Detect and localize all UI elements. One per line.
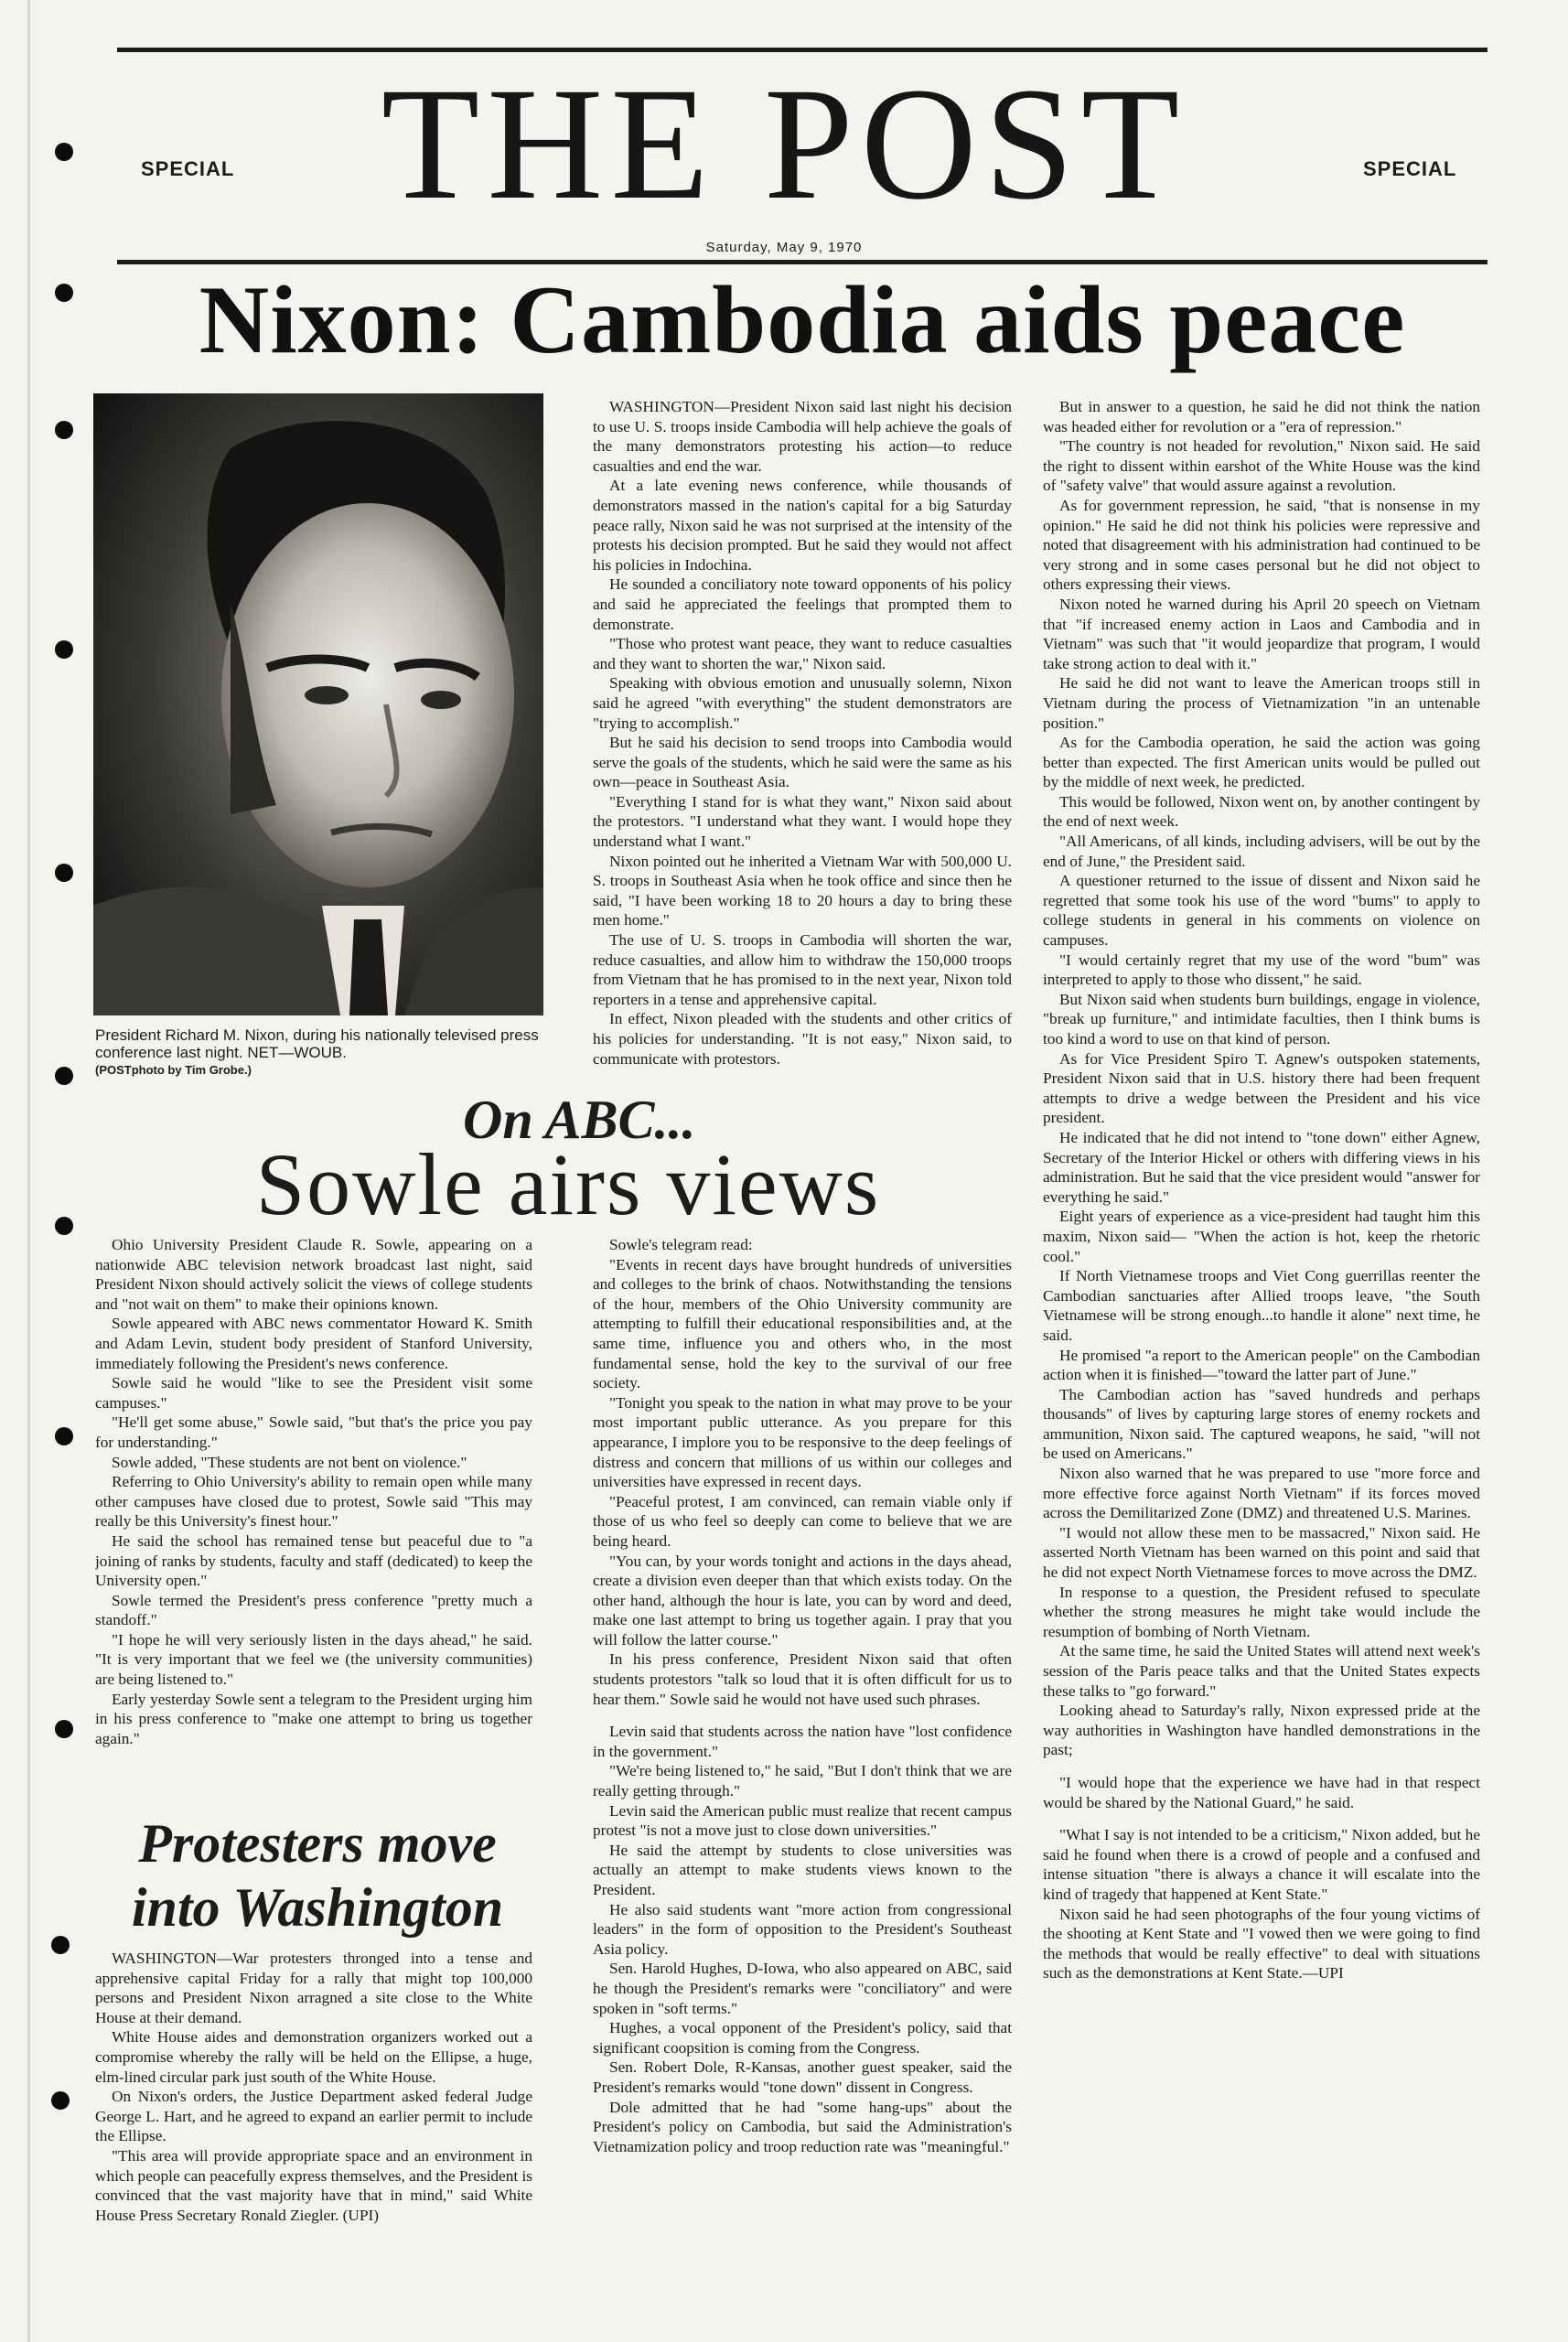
- paragraph: Sen. Robert Dole, R-Kansas, another guest speaker, said the President's remarks would "tone down" dissent in Congress.: [593, 2058, 1012, 2096]
- binder-hole: [55, 1427, 73, 1445]
- paragraph: Eight years of experience as a vice-president had taught him this maxim, Nixon said— "When the action is hot, keep the rhetoric cool.": [1043, 1208, 1480, 1265]
- lead-story-column-middle: [593, 397, 1012, 1085]
- paragraph: Sowle's telegram read:: [609, 1236, 753, 1253]
- paragraph: "I would not allow these men to be massacred," Nixon said. He asserted North Vietnam has been warned on this point and said that he did not expect North Vietnamese forces to move across the DMZ.: [1043, 1523, 1480, 1582]
- paragraph: "I would hope that the experience we have had in that respect would be shared by the National Guard," he said.: [1043, 1773, 1480, 1811]
- paragraph: Ohio University President Claude R. Sowle, appearing on a nationwide ABC television network broadcast last night, said President Nixon should actively solicit the views of college students and "not wait on them" to make their opinions known.: [95, 1236, 532, 1313]
- binder-hole: [55, 640, 73, 659]
- masthead-title: THE POST: [381, 55, 1187, 233]
- sowle-kicker: On ABC...: [463, 1090, 696, 1150]
- paragraph: He promised "a report to the American people" on the Cambodian action when it is finished—"toward the latter part of June.": [1043, 1346, 1480, 1384]
- paragraph: Sen. Harold Hughes, D-Iowa, who also appeared on ABC, said he though the President's remarks were "conciliatory" and were spoken in "soft terms.": [593, 1960, 1012, 2017]
- paragraph: "You can, by your words tonight and actions in the days ahead, create a division even deeper than that which exists today. On the other hand, although the hour is late, you can by word and deed, make one last attempt to bring us together again. I pray that you will follow the latter course.": [593, 1552, 1012, 1649]
- paragraph: Nixon said he had seen photographs of the four young victims of the shooting at Kent State and "I vowed then we were going to find the methods that would be really effective" to deal with situations such as the demonstrations at Kent State.—UPI: [1043, 1905, 1480, 1982]
- binder-hole: [51, 1936, 70, 1954]
- photo-caption: [95, 1026, 542, 1079]
- binder-hole: [55, 1720, 73, 1738]
- binder-hole: [55, 284, 73, 302]
- paragraph: Sowle said he would "like to see the President visit some campuses.": [95, 1374, 532, 1412]
- paragraph: As for Vice President Spiro T. Agnew's outspoken statements, President Nixon said that in U.S. history there had been frequent attempts to drive a wedge between the President and his vice president.: [1043, 1049, 1480, 1127]
- issue-date: Saturday, May 9, 1970: [705, 240, 863, 255]
- paragraph: He said he did not want to leave the American troops still in Vietnam during the process of Vietnamization "in an untenable position.": [1043, 674, 1480, 732]
- special-label-left: SPECIAL: [141, 157, 235, 180]
- protest-story-column: [95, 1949, 532, 2269]
- paragraph: Looking ahead to Saturday's rally, Nixon expressed pride at the way authorities in Washington have handled demonstrations in the past;: [1043, 1702, 1480, 1759]
- paragraph: "Events in recent days have brought hundreds of universities and colleges to the brink of chaos. Notwithstanding the tensions of the hour, members of the Ohio University community are attempting to fulfill their educational responsibilities and, at the same time, influence you and others who, in the most fundamental sense, hold the key to the survival of our free society.: [593, 1255, 1012, 1392]
- paragraph: The use of U. S. troops in Cambodia will shorten the war, reduce casualties, and allow him to withdraw the 150,000 troops from Vietnam that he has promised to in the next year, Nixon told reporters in a tense and apprehensive capital.: [593, 931, 1012, 1008]
- paragraph: "Those who protest want peace, they want to reduce casualties and they want to shorten the war," Nixon said.: [593, 635, 1012, 672]
- paragraph: Nixon also warned that he was prepared to use "more force and more effective force against North Vietnam" if its forces moved across the Demilitarized Zone (DMZ) and threatened U.S. Marines.: [1043, 1465, 1480, 1522]
- page-edge-shadow: [27, 0, 30, 2342]
- masthead-bottom-rule: [117, 260, 1487, 264]
- paragraph: Sowle added, "These students are not bent on violence.": [112, 1453, 467, 1471]
- paragraph: But he said his decision to send troops into Cambodia would serve the goals of the students, which he said were the same as his own—peace in Southeast Asia.: [593, 734, 1012, 791]
- paragraph: Nixon pointed out he inherited a Vietnam War with 500,000 U. S. troops in Southeast Asia when he took office and since then he said, "I have been working 18 to 20 hours a day to bring these men home.": [593, 852, 1012, 929]
- paragraph: In response to a question, the President refused to speculate whether the strong measures he might take would include the resumption of bombing of North Vietnam.: [1043, 1583, 1480, 1640]
- paragraph: "I would certainly regret that my use of the word "bum" was interpreted to apply to those who dissent," he said.: [1043, 951, 1480, 989]
- paragraph: He indicated that he did not intend to "tone down" either Agnew, Secretary of the Interior Hickel or others with differing views in his administration. But he said that the vice president would "answer for everything he said.": [1043, 1128, 1480, 1206]
- paragraph: He said the school has remained tense but peaceful due to "a joining of ranks by students, faculty and staff (dedicated) to keep the University open.": [95, 1531, 532, 1590]
- sowle-headline: Sowle airs views: [255, 1135, 881, 1233]
- paragraph: "What I say is not intended to be a criticism," Nixon added, but he said he found when there is a crowd of people and a confused and intense situation "there is always a chance it will escalate into the kind of tragedy that happened at Kent State.": [1043, 1826, 1480, 1903]
- paragraph: WASHINGTON—War protesters thronged into a tense and apprehensive capital Friday for a rally that might top 100,000 persons and President Nixon arragned a site close to the White House at their demand.: [95, 1950, 532, 2026]
- paragraph: At the same time, he said the United States will attend next week's session of the Paris peace talks and that the United States expects these talks to "go forward.": [1043, 1642, 1480, 1700]
- paragraph: As for the Cambodia operation, he said the action was going better than expected. The first American units would be pulled out by the middle of next week, he predicted.: [1043, 734, 1480, 791]
- paragraph: "The country is not headed for revolution," Nixon said. He said the right to dissent within earshot of the White House was the kind of "safety valve" that would assure against a revolution.: [1043, 437, 1480, 495]
- paragraph: WASHINGTON—President Nixon said last night his decision to use U. S. troops inside Cambodia will help achieve the goals of the many demonstrators protesting his action—to reduce casualties and end the war.: [593, 398, 1012, 475]
- paragraph: White House aides and demonstration organizers worked out a compromise whereby the rally will be held on the Ellipse, a huge, elm-lined circular park just south of the White House.: [95, 2028, 532, 2086]
- paragraph: At a late evening news conference, while thousands of demonstrators massed in the nation's capital for a big Saturday peace rally, Nixon said he was not surprised at the intensity of the protests his decision prompted. But he said they would not affect his policies in Indochina.: [593, 477, 1012, 574]
- paragraph: But in answer to a question, he said he did not think the nation was headed either for revolution or a "era of repression.": [1043, 398, 1480, 435]
- nixon-photo: [93, 393, 543, 1015]
- sowle-story-column-middle: [593, 1235, 1012, 2269]
- paragraph: Sowle termed the President's press conference "pretty much a standoff.": [95, 1591, 532, 1629]
- binder-hole: [55, 143, 73, 161]
- paragraph: Nixon noted he warned during his April 20 speech on Vietnam that "if increased enemy action in Laos and Cambodia and in Vietnam" was such that "it would jeopardize that program, I would take strong action to deal with it.": [1043, 595, 1480, 672]
- binder-hole: [55, 864, 73, 882]
- binder-hole: [51, 2091, 70, 2110]
- paragraph: "Everything I stand for is what they want," Nixon said about the protestors. "I understand what they want. I would hope they understand what I want.": [593, 792, 1012, 851]
- photo-caption-text: President Richard M. Nixon, during his nationally televised press conference last night. NET—WOUB.: [95, 1026, 539, 1061]
- lead-headline: Nixon: Cambodia aids peace: [199, 266, 1406, 373]
- paragraph: Sowle appeared with ABC news commentator Howard K. Smith and Adam Levin, student body president of Stanford University, immediately following the President's news conference.: [95, 1315, 532, 1372]
- paragraph: As for government repression, he said, "that is nonsense in my opinion." He said he did not think his policies were repressive and noted that disagreement with his administration had continued to be very strong and in some cases personal but he did not object to others expressing their views.: [1043, 496, 1480, 594]
- paragraph: In effect, Nixon pleaded with the students and other critics of his policies for understanding. "It is not easy," Nixon said, to communicate with protestors.: [593, 1010, 1012, 1068]
- paragraph: Speaking with obvious emotion and unusually solemn, Nixon said he agreed "with everything" the student demonstrators are "trying to accomplish.": [593, 674, 1012, 732]
- paragraph: He said the attempt by students to close universities was actually an attempt to make students views known to the President.: [593, 1841, 1012, 1898]
- paragraph: Dole admitted that he had "some hang-ups" about the President's policy on Cambodia, but said the Administration's Vietnamization policy and troop reduction rate was "meaningful.": [593, 2098, 1012, 2155]
- nixon-portrait-illustration: [93, 393, 543, 1015]
- masthead-top-rule: [117, 48, 1487, 52]
- paragraph: "This area will provide appropriate space and an environment in which people can peacefully express themselves, and the President is convinced that the vast majority have that in mind," said White House Press Secretary Ronald Ziegler. (UPI): [95, 2146, 532, 2224]
- paragraph: "Tonight you speak to the nation in what may prove to be your most important public utterance. As you prepare for this appearance, I implore you to be responsive to the deep feelings of distress and concern that millions of us within our colleges and universities have expressed in recent days.: [593, 1393, 1012, 1491]
- paragraph: Referring to Ohio University's ability to remain open while many other campuses have closed due to protest, Sowle said "This may really be this University's finest hour.": [95, 1473, 532, 1531]
- lead-story-column-right: [1043, 397, 1480, 2260]
- paragraph: Levin said the American public must realize that recent campus protest "is not a move just to close down universities.": [593, 1801, 1012, 1840]
- paragraph: In his press conference, President Nixon said that often students protestors "talk so loud that it is often difficult for us to hear them." Sowle said he would not have used such phrases.: [593, 1650, 1012, 1708]
- paragraph: On Nixon's orders, the Justice Department asked federal Judge George L. Hart, and he agreed to expand an earlier permit to include the Ellipse.: [95, 2088, 532, 2145]
- paragraph: "I hope he will very seriously listen in the days ahead," he said. "It is very important that we feel we (the university communities) are being listened to.": [95, 1630, 532, 1689]
- paragraph: If North Vietnamese troops and Viet Cong guerrillas reenter the Cambodian sanctuaries after Allied troops leave, "the South Vietnamese will be strong enough...to handle it alone" next time, he said.: [1043, 1267, 1480, 1344]
- protest-headline: Protesters move into Washington: [131, 1813, 504, 1938]
- paragraph: He also said students want "more action from congressional leaders" in the form of opposition to the President's Southeast Asia policy.: [593, 1900, 1012, 1958]
- special-label-right: SPECIAL: [1363, 157, 1457, 180]
- paragraph: Early yesterday Sowle sent a telegram to the President urging him in his press conference to "make one attempt to bring us together again.": [95, 1690, 532, 1747]
- paragraph: But Nixon said when students burn buildings, engage in violence, "break up furniture," and intimidate faculties, then I think bums is too kind a word to use on that kind of person.: [1043, 990, 1480, 1047]
- paragraph: He sounded a conciliatory note toward opponents of his policy and said he appreciated the feelings that prompted them to demonstrate.: [593, 575, 1012, 633]
- paragraph: This would be followed, Nixon went on, by another contingent by the end of next week.: [1043, 792, 1480, 831]
- binder-hole: [55, 421, 73, 439]
- paragraph: Hughes, a vocal opponent of the President's policy, said that significant coopsition is coming from the Congress.: [593, 2019, 1012, 2057]
- paragraph: "Peaceful protest, I am convinced, can remain viable only if those of us who feel so deeply can come to believe that we are being heard.: [593, 1492, 1012, 1550]
- paragraph: Levin said that students across the nation have "lost confidence in the government.": [593, 1723, 1012, 1760]
- sowle-story-column-left: [95, 1235, 532, 1802]
- paragraph: "He'll get some abuse," Sowle said, "but that's the price you pay for understanding.": [95, 1413, 532, 1451]
- binder-hole: [55, 1067, 73, 1085]
- paragraph: The Cambodian action has "saved hundreds and perhaps thousands" of lives by capturing large stores of enemy rockets and ammunition, Nixon said. The captured weapons, he said, "will not be used on Americans.": [1043, 1385, 1480, 1463]
- paragraph: "We're being listened to," he said, "But I don't think that we are really getting through.": [593, 1762, 1012, 1800]
- binder-hole: [55, 1217, 73, 1235]
- paragraph: A questioner returned to the issue of dissent and Nixon said he regretted that some took his use of the word "bums" to apply to college students in general in his comments on violence on campuses.: [1043, 872, 1480, 950]
- paragraph: "All Americans, of all kinds, including advisers, will be out by the end of June," the President said.: [1043, 833, 1480, 870]
- photo-credit: (POSTphoto by Tim Grobe.): [95, 1063, 252, 1077]
